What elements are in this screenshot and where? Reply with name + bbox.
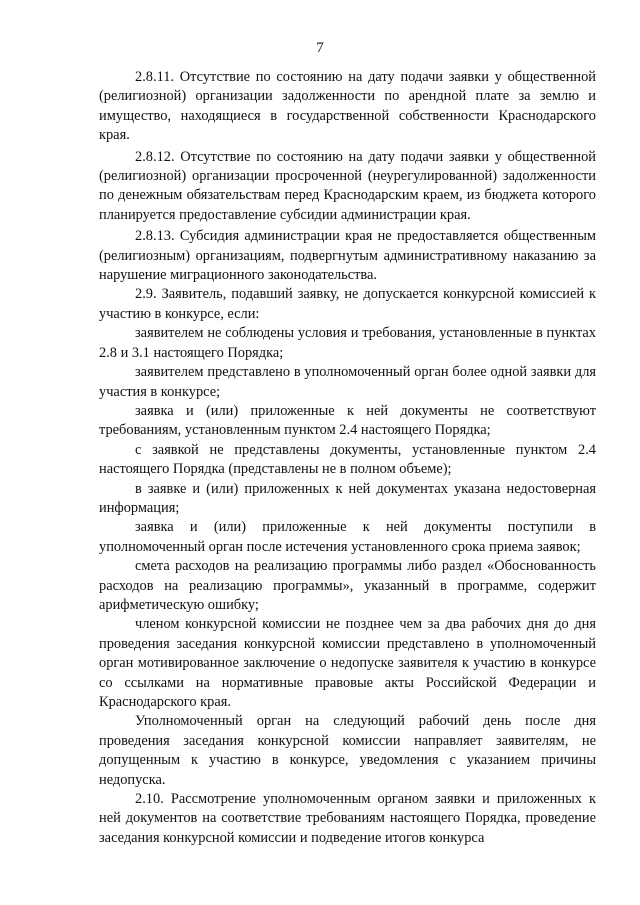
- paragraph-2-10: 2.10. Рассмотрение уполномоченным органом заявки и приложенных к ней документов на соответствие требованиям настоящего Порядка, проведение заседания конкурсной комиссии и подведение итогов конкурса: [99, 791, 596, 846]
- list-item: заявителем представлено в уполномоченный орган более одной заявки для участия в конкурсе;: [99, 364, 596, 400]
- paragraph-2-8-11: 2.8.11. Отсутствие по состоянию на дату подачи заявки у общественной (религиозной) организации задолженности по арендной плате за землю и имущество, находящиеся в государственной собственности Краснодарского края.: [99, 69, 596, 144]
- list-item: членом конкурсной комиссии не позднее чем за два рабочих дня до дня проведения заседания конкурсной комиссии представлено в уполномоченный орган мотивированное заключение о недопуске заявителя к участию в конкурсе со ссылками на нормативные правовые акты Российской Федерации и Краснодарского края.: [99, 616, 596, 710]
- list-item: с заявкой не представлены документы, установленные пунктом 2.4 настоящего Порядка (представлены не в полном объеме);: [99, 441, 596, 478]
- page-number: 7: [316, 40, 324, 56]
- paragraph-2-9: 2.9. Заявитель, подавший заявку, не допускается конкурсной комиссией к участию в конкурсе, если:: [99, 286, 596, 322]
- document-body: [99, 68, 596, 848]
- paragraph-2-8-12: 2.8.12. Отсутствие по состоянию на дату подачи заявки у общественной (религиозной) организации просроченной (неурегулированной) задолженности по денежным обязательствам перед Краснодарским краем, из бюджета которого планируется предоставление субсидии администрации края.: [99, 148, 596, 223]
- list-item: смета расходов на реализацию программы либо раздел «Обоснованность расходов на реализацию программы», указанный в программе, содержит арифметическую ошибку;: [99, 558, 596, 613]
- list-item: заявка и (или) приложенные к ней документы поступили в уполномоченный орган после истечения установленного срока приема заявок;: [99, 519, 596, 555]
- list-item: заявителем не соблюдены условия и требования, установленные в пунктах 2.8 и 3.1 настоящего Порядка;: [99, 325, 596, 361]
- paragraph-2-8-13: 2.8.13. Субсидия администрации края не предоставляется общественным (религиозным) организациям, подвергнутым административному наказанию за нарушение миграционного законодательства.: [99, 228, 596, 284]
- list-item: в заявке и (или) приложенных к ней документах указана недостоверная информация;: [99, 480, 596, 516]
- list-item: заявка и (или) приложенные к ней документы не соответствуют требованиям, установленным пунктом 2.4 настоящего Порядка;: [99, 402, 596, 439]
- paragraph-notification: Уполномоченный орган на следующий рабочий день после дня проведения заседания конкурсной комиссии направляет заявителям, не допущенным к участию в конкурсе, уведомления с указанием причины недопуска.: [99, 713, 596, 788]
